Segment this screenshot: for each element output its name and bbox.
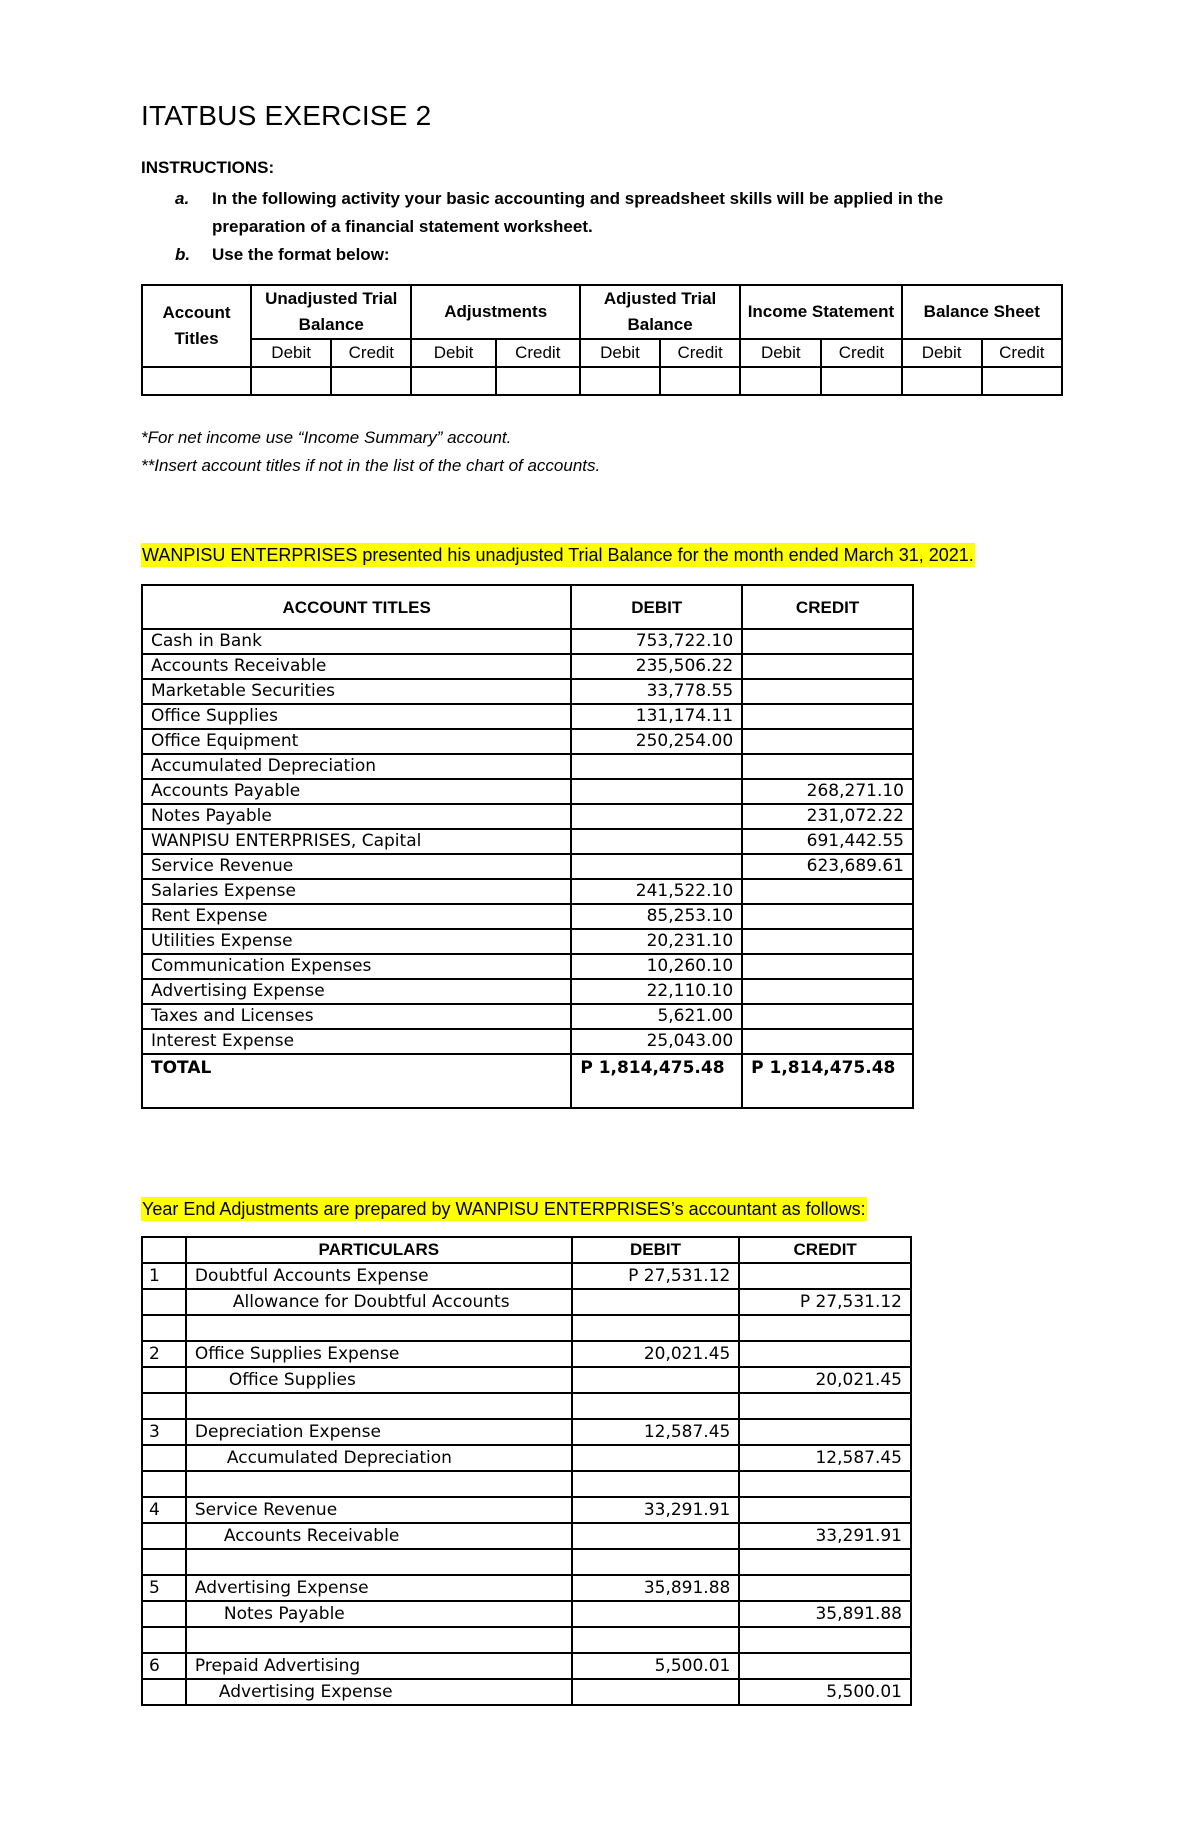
format-subheader-row [142,339,1062,367]
adj-debit-row [142,1341,911,1367]
adj-credit-amount: 12,587.45 [739,1445,911,1471]
adj-credit-account: Accounts Receivable [186,1523,572,1549]
adj-debit-empty [572,1445,740,1471]
trial-balance-caption: WANPISU ENTERPRISES presented his unadjusted Trial Balance for the month ended March 31, 2021. [142,545,974,565]
format-credit: Credit [496,339,580,367]
format-debit: Debit [902,339,982,367]
tb-debit-value: 20,231.10 [571,929,742,954]
table-row [142,929,913,954]
table-row [142,879,913,904]
adj-debit-empty [572,1289,740,1315]
adj-entry-number: 5 [142,1575,186,1601]
format-empty-cell [902,367,982,395]
table-row [142,654,913,679]
format-col-account-titles: Account Titles [142,285,251,367]
adj-number-empty [142,1445,186,1471]
adj-empty-cell [186,1393,572,1419]
tb-credit-value: 623,689.61 [742,854,913,879]
table-row [142,954,913,979]
table-row [142,629,913,654]
instruction-text: Use the format below: [212,245,390,264]
adj-debit-empty [572,1601,740,1627]
adj-empty-cell [186,1549,572,1575]
adj-credit-empty [739,1263,911,1289]
tb-debit-value: 131,174.11 [571,704,742,729]
tb-account-title: Marketable Securities [142,679,571,704]
tb-debit-value [571,779,742,804]
tb-header-credit: CREDIT [742,585,913,629]
adj-entry-number: 1 [142,1263,186,1289]
tb-credit-value: 268,271.10 [742,779,913,804]
tb-debit-value: 85,253.10 [571,904,742,929]
table-row [142,854,913,879]
format-empty-cell [251,367,331,395]
adj-credit-amount: 33,291.91 [739,1523,911,1549]
table-row [142,729,913,754]
adjustments-caption: Year End Adjustments are prepared by WANPISU ENTERPRISES’s accountant as follows: [142,1199,866,1219]
adj-empty-cell [142,1315,186,1341]
adj-empty-cell [572,1471,740,1497]
adj-debit-row [142,1653,911,1679]
trial-balance-table [141,584,914,1109]
adj-debit-row [142,1575,911,1601]
note-net-income: *For net income use “Income Summary” account. [141,428,512,447]
tb-debit-value: 22,110.10 [571,979,742,1004]
adj-entry-number: 3 [142,1419,186,1445]
table-row [142,679,913,704]
tb-account-title: Communication Expenses [142,954,571,979]
format-credit: Credit [982,339,1062,367]
adj-empty-cell [186,1315,572,1341]
adj-credit-amount: P 27,531.12 [739,1289,911,1315]
adj-header-particulars: PARTICULARS [186,1237,572,1263]
format-header-row [142,285,1062,339]
adj-number-empty [142,1289,186,1315]
adj-credit-row [142,1601,911,1627]
adj-empty-cell [142,1393,186,1419]
adj-credit-row [142,1445,911,1471]
instruction-marker: b. [175,245,191,264]
table-row [142,904,913,929]
adj-spacer-row [142,1627,911,1653]
format-credit: Credit [821,339,901,367]
tb-credit-value [742,929,913,954]
tb-debit-value [571,804,742,829]
tb-account-title: Accumulated Depreciation [142,754,571,779]
adj-empty-cell [739,1315,911,1341]
tb-total-credit: P 1,814,475.48 [742,1054,913,1108]
adj-number-empty [142,1679,186,1705]
tb-credit-value [742,904,913,929]
adj-entry-number: 2 [142,1341,186,1367]
adj-empty-cell [739,1627,911,1653]
adj-empty-cell [572,1627,740,1653]
table-row [142,804,913,829]
adj-credit-empty [739,1653,911,1679]
format-debit: Debit [580,339,660,367]
tb-debit-value: 33,778.55 [571,679,742,704]
tb-header-account-titles: ACCOUNT TITLES [142,585,571,629]
tb-debit-value [571,829,742,854]
adj-credit-amount: 5,500.01 [739,1679,911,1705]
tb-credit-value [742,754,913,779]
tb-debit-value: 25,043.00 [571,1029,742,1054]
format-group-balance-sheet: Balance Sheet [902,285,1062,339]
adj-empty-cell [186,1471,572,1497]
tb-account-title: Utilities Expense [142,929,571,954]
adjustments-header [142,1237,911,1263]
tb-account-title: Rent Expense [142,904,571,929]
adj-debit-amount: 35,891.88 [572,1575,740,1601]
format-group-adjustments: Adjustments [411,285,579,339]
adj-debit-empty [572,1523,740,1549]
adjustments-body [142,1263,911,1705]
adj-credit-amount: 35,891.88 [739,1601,911,1627]
format-empty-cell [580,367,660,395]
adj-header-number [142,1237,186,1263]
tb-credit-value [742,729,913,754]
adj-credit-account: Allowance for Doubtful Accounts [186,1289,572,1315]
adj-header-debit: DEBIT [572,1237,740,1263]
worksheet-format-table [141,284,1063,396]
tb-debit-value [571,854,742,879]
adj-debit-account: Depreciation Expense [186,1419,572,1445]
tb-account-title: Notes Payable [142,804,571,829]
adj-empty-cell [142,1627,186,1653]
format-empty-cell [740,367,821,395]
tb-debit-value: 10,260.10 [571,954,742,979]
trial-balance-total-row [142,1054,913,1108]
table-row [142,979,913,1004]
adj-debit-amount: 20,021.45 [572,1341,740,1367]
adj-debit-amount: 33,291.91 [572,1497,740,1523]
format-group-adjusted: Adjusted Trial Balance [580,285,740,339]
adj-number-empty [142,1601,186,1627]
tb-header-debit: DEBIT [571,585,742,629]
format-group-unadjusted: Unadjusted Trial Balance [251,285,411,339]
instruction-text: In the following activity your basic accounting and spreadsheet skills will be applied in the preparation of a financial statement worksheet. [212,189,944,236]
tb-debit-value: 753,722.10 [571,629,742,654]
table-row [142,754,913,779]
tb-debit-value: 250,254.00 [571,729,742,754]
tb-credit-value [742,1004,913,1029]
tb-account-title: Office Equipment [142,729,571,754]
adj-header-credit: CREDIT [739,1237,911,1263]
note-insert-titles: **Insert account titles if not in the list of the chart of accounts. [141,456,601,475]
adj-spacer-row [142,1471,911,1497]
format-credit: Credit [331,339,411,367]
adj-debit-amount: 5,500.01 [572,1653,740,1679]
tb-account-title: Cash in Bank [142,629,571,654]
instructions-list [141,185,1041,269]
adj-credit-row [142,1679,911,1705]
adj-debit-account: Service Revenue [186,1497,572,1523]
trial-balance-body [142,629,913,1054]
tb-account-title: Interest Expense [142,1029,571,1054]
adj-entry-number: 6 [142,1653,186,1679]
tb-account-title: Salaries Expense [142,879,571,904]
tb-credit-value: 691,442.55 [742,829,913,854]
adj-debit-account: Office Supplies Expense [186,1341,572,1367]
adj-empty-cell [572,1393,740,1419]
exercise-title: ITATBUS EXERCISE 2 [141,100,432,131]
table-row [142,1004,913,1029]
tb-debit-value: 241,522.10 [571,879,742,904]
adj-credit-empty [739,1341,911,1367]
tb-account-title: Taxes and Licenses [142,1004,571,1029]
format-debit: Debit [411,339,495,367]
adj-empty-cell [739,1393,911,1419]
adj-debit-row [142,1263,911,1289]
table-row [142,779,913,804]
instruction-marker: a. [175,189,190,208]
adj-credit-account: Advertising Expense [186,1679,572,1705]
adj-credit-amount: 20,021.45 [739,1367,911,1393]
adj-debit-amount: 12,587.45 [572,1419,740,1445]
adj-credit-account: Notes Payable [186,1601,572,1627]
tb-total-label: TOTAL [142,1054,571,1108]
adj-empty-cell [739,1549,911,1575]
adj-credit-account: Accumulated Depreciation [186,1445,572,1471]
format-empty-cell [660,367,740,395]
tb-account-title: Accounts Payable [142,779,571,804]
instruction-item [141,185,1041,241]
instructions-heading: INSTRUCTIONS: [141,158,275,177]
table-row [142,829,913,854]
tb-debit-value: 235,506.22 [571,654,742,679]
table-row [142,704,913,729]
format-empty-cell [821,367,901,395]
tb-credit-value [742,654,913,679]
adjustments-table [141,1236,912,1706]
adj-entry-number: 4 [142,1497,186,1523]
adj-empty-cell [142,1471,186,1497]
adj-spacer-row [142,1315,911,1341]
tb-debit-value: 5,621.00 [571,1004,742,1029]
adj-number-empty [142,1367,186,1393]
tb-account-title: Service Revenue [142,854,571,879]
adj-spacer-row [142,1549,911,1575]
tb-credit-value [742,979,913,1004]
adj-credit-empty [739,1497,911,1523]
adj-debit-row [142,1419,911,1445]
tb-credit-value [742,679,913,704]
tb-credit-value [742,629,913,654]
adj-debit-account: Prepaid Advertising [186,1653,572,1679]
format-credit: Credit [660,339,740,367]
adj-number-empty [142,1523,186,1549]
adj-credit-account: Office Supplies [186,1367,572,1393]
format-empty-cell [496,367,580,395]
adj-credit-empty [739,1575,911,1601]
adj-credit-row [142,1289,911,1315]
tb-credit-value: 231,072.22 [742,804,913,829]
adj-credit-row [142,1523,911,1549]
adj-debit-amount: P 27,531.12 [572,1263,740,1289]
tb-credit-value [742,1029,913,1054]
adj-debit-account: Doubtful Accounts Expense [186,1263,572,1289]
adj-debit-empty [572,1679,740,1705]
format-empty-cell [331,367,411,395]
format-empty-cell [982,367,1062,395]
adj-empty-cell [572,1315,740,1341]
tb-credit-value [742,879,913,904]
adj-empty-cell [142,1549,186,1575]
format-debit: Debit [740,339,821,367]
tb-account-title: Advertising Expense [142,979,571,1004]
tb-total-debit: P 1,814,475.48 [571,1054,742,1108]
adj-debit-empty [572,1367,740,1393]
table-row [142,1029,913,1054]
adj-empty-cell [739,1471,911,1497]
adj-credit-empty [739,1419,911,1445]
tb-debit-value [571,754,742,779]
adj-spacer-row [142,1393,911,1419]
tb-account-title: Office Supplies [142,704,571,729]
format-empty-cell [411,367,495,395]
tb-account-title: Accounts Receivable [142,654,571,679]
adj-debit-account: Advertising Expense [186,1575,572,1601]
trial-balance-header [142,585,913,629]
format-debit: Debit [251,339,331,367]
tb-credit-value [742,704,913,729]
tb-account-title: WANPISU ENTERPRISES, Capital [142,829,571,854]
adj-credit-row [142,1367,911,1393]
adj-debit-row [142,1497,911,1523]
instruction-item [141,241,1041,269]
format-empty-cell [142,367,251,395]
tb-credit-value [742,954,913,979]
format-empty-row [142,367,1062,395]
format-group-income-statement: Income Statement [740,285,901,339]
adj-empty-cell [572,1549,740,1575]
adj-empty-cell [186,1627,572,1653]
